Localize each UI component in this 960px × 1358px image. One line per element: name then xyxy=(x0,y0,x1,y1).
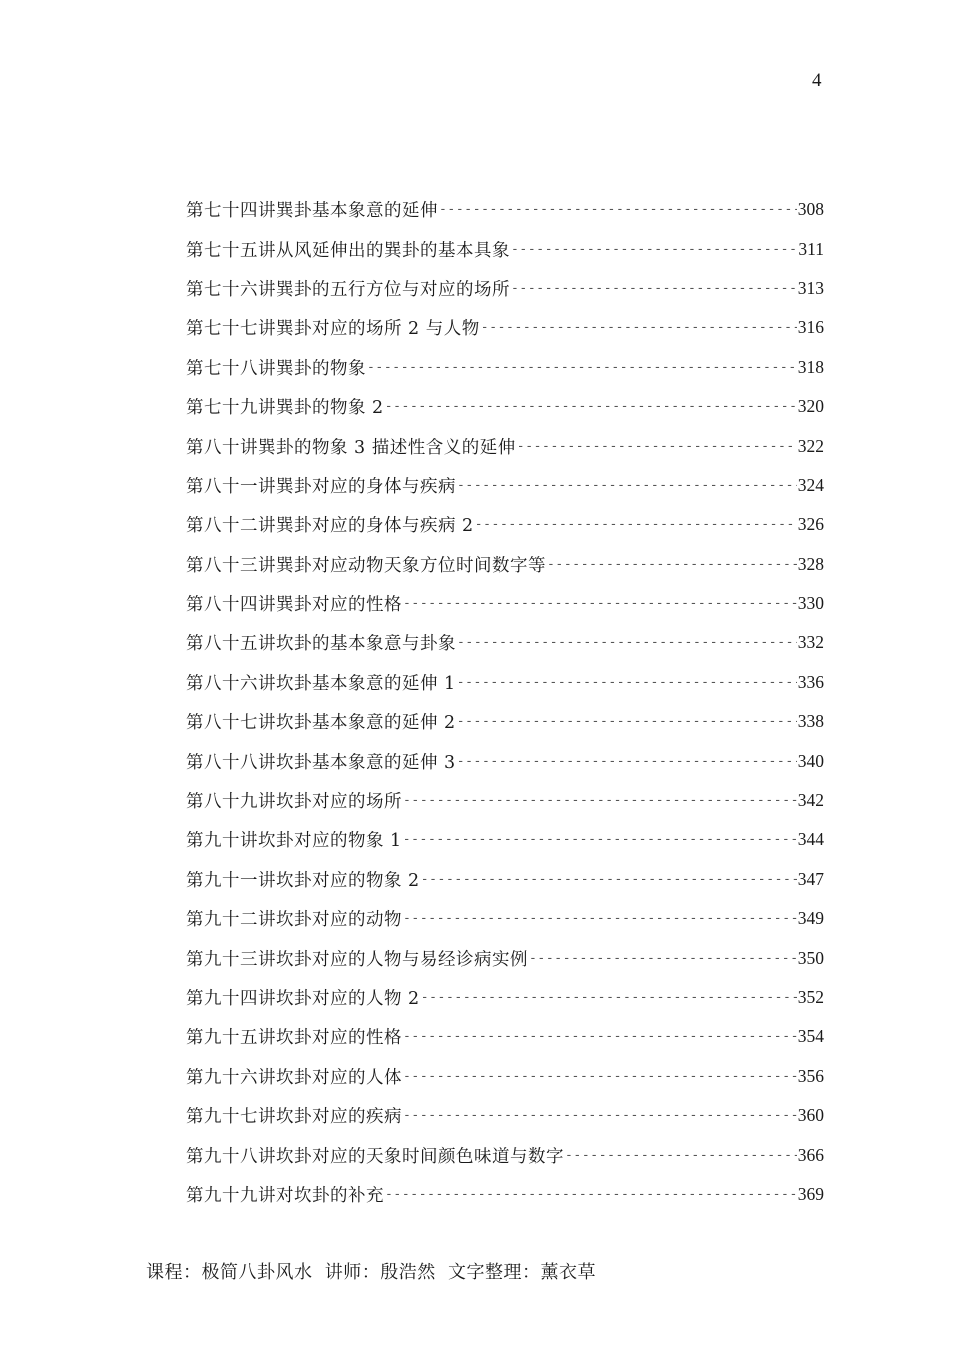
toc-leader-dashes xyxy=(403,1069,797,1084)
toc-leader-dashes xyxy=(403,596,797,611)
toc-entry-title: 第九十四讲坎卦对应的人物 2 xyxy=(186,989,420,1009)
toc-entry[interactable] xyxy=(186,269,824,308)
toc-entry-page: 369 xyxy=(797,1183,824,1204)
toc-entry[interactable] xyxy=(186,308,824,347)
toc-entry-page: 366 xyxy=(797,1144,824,1165)
toc-entry-title: 第八十九讲坎卦对应的场所 xyxy=(186,792,402,813)
toc-leader-dashes xyxy=(457,675,797,690)
toc-entry-title: 第九十八讲坎卦对应的天象时间颜色味道与数字 xyxy=(186,1146,564,1167)
toc-leader-dashes xyxy=(403,793,797,808)
toc-entry-page: 342 xyxy=(797,790,824,811)
toc-leader-dashes xyxy=(367,360,797,375)
toc-entry-page: 336 xyxy=(797,671,824,692)
toc-leader-dashes xyxy=(457,478,797,493)
toc-entry-page: 360 xyxy=(797,1105,824,1126)
toc-entry[interactable] xyxy=(186,387,824,426)
toc-entry-title: 第七十五讲从风延伸出的巽卦的基本具象 xyxy=(186,240,510,261)
toc-entry-page: 330 xyxy=(797,593,824,614)
toc-entry[interactable] xyxy=(186,702,824,741)
toc-entry[interactable] xyxy=(186,1017,824,1056)
toc-entry[interactable] xyxy=(186,978,824,1017)
table-of-contents xyxy=(186,190,824,1214)
toc-leader-dashes xyxy=(517,439,797,454)
toc-entry[interactable] xyxy=(186,860,824,899)
toc-entry-title: 第九十七讲坎卦对应的疾病 xyxy=(186,1107,402,1128)
toc-entry-title: 第八十讲巽卦的物象 3 描述性含义的延伸 xyxy=(186,437,516,458)
footer-editor: 文字整理：薰衣草 xyxy=(447,1262,596,1283)
toc-entry-page: 338 xyxy=(797,711,824,732)
toc-entry[interactable] xyxy=(186,741,824,780)
toc-entry-page: 350 xyxy=(797,947,824,968)
toc-entry[interactable] xyxy=(186,623,824,662)
toc-leader-dashes xyxy=(385,399,797,414)
toc-entry[interactable] xyxy=(186,505,824,544)
toc-entry-page: 347 xyxy=(797,868,824,889)
toc-entry[interactable] xyxy=(186,426,824,465)
toc-leader-dashes xyxy=(403,1108,797,1123)
toc-entry-page: 322 xyxy=(797,435,824,456)
toc-leader-dashes xyxy=(403,1029,797,1044)
toc-entry[interactable] xyxy=(186,781,824,820)
toc-entry-title: 第九十三讲坎卦对应的人物与易经诊病实例 xyxy=(186,949,528,970)
toc-entry[interactable] xyxy=(186,1057,824,1096)
toc-entry-title: 第八十六讲坎卦基本象意的延伸 1 xyxy=(186,673,456,694)
toc-entry[interactable] xyxy=(186,466,824,505)
toc-entry-page: 316 xyxy=(797,317,824,338)
toc-entry-title: 第七十九讲巽卦的物象 2 xyxy=(186,398,384,419)
toc-entry[interactable] xyxy=(186,584,824,623)
page-footer xyxy=(146,1258,602,1284)
toc-entry-title: 第八十八讲坎卦基本象意的延伸 3 xyxy=(186,752,456,773)
toc-leader-dashes xyxy=(529,951,797,966)
toc-leader-dashes xyxy=(403,832,797,847)
toc-leader-dashes xyxy=(565,1148,797,1163)
page-number: 4 xyxy=(812,70,822,91)
toc-entry-title: 第九十一讲坎卦对应的物象 2 xyxy=(186,870,420,891)
toc-entry[interactable] xyxy=(186,348,824,387)
toc-entry[interactable] xyxy=(186,229,824,268)
toc-entry-page: 324 xyxy=(797,474,824,495)
toc-entry-title: 第九十二讲坎卦对应的动物 xyxy=(186,910,402,931)
toc-entry[interactable] xyxy=(186,190,824,229)
toc-leader-dashes xyxy=(421,990,797,1005)
toc-entry-page: 352 xyxy=(797,987,824,1007)
toc-leader-dashes xyxy=(439,202,797,217)
toc-entry[interactable] xyxy=(186,1096,824,1135)
toc-entry-page: 318 xyxy=(797,356,824,377)
toc-entry[interactable] xyxy=(186,899,824,938)
toc-entry-title: 第八十七讲坎卦基本象意的延伸 2 xyxy=(186,713,456,734)
toc-leader-dashes xyxy=(403,911,797,926)
toc-entry-title: 第七十四讲巽卦基本象意的延伸 xyxy=(186,201,438,222)
toc-leader-dashes xyxy=(457,754,797,769)
toc-entry-title: 第八十五讲坎卦的基本象意与卦象 xyxy=(186,634,456,655)
toc-leader-dashes xyxy=(547,557,797,572)
toc-entry[interactable] xyxy=(186,663,824,702)
toc-leader-dashes xyxy=(511,242,797,257)
toc-leader-dashes xyxy=(457,635,797,650)
footer-lecturer: 讲师：殷浩然 xyxy=(324,1262,436,1283)
toc-entry[interactable] xyxy=(186,820,824,859)
toc-entry-page: 340 xyxy=(797,750,824,771)
toc-entry[interactable] xyxy=(186,1175,824,1214)
toc-entry-page: 349 xyxy=(797,908,824,929)
toc-entry-title: 第九十五讲坎卦对应的性格 xyxy=(186,1028,402,1049)
toc-leader-dashes xyxy=(385,1187,797,1202)
toc-entry-page: 328 xyxy=(797,553,824,574)
toc-entry-page: 326 xyxy=(797,514,824,535)
toc-entry-page: 356 xyxy=(797,1065,824,1086)
toc-leader-dashes xyxy=(421,872,797,887)
toc-entry-title: 第九十九讲对坎卦的补充 xyxy=(186,1185,384,1206)
toc-entry-page: 344 xyxy=(797,829,824,850)
footer-course: 课程：极简八卦风水 xyxy=(146,1262,313,1283)
toc-entry-title: 第八十四讲巽卦对应的性格 xyxy=(186,595,402,616)
toc-entry-page: 311 xyxy=(798,238,824,259)
toc-leader-dashes xyxy=(457,714,797,729)
toc-entry-title: 第七十七讲巽卦对应的场所 2 与人物 xyxy=(186,319,480,340)
toc-entry-page: 308 xyxy=(797,199,824,220)
toc-leader-dashes xyxy=(475,517,797,532)
toc-entry-page: 354 xyxy=(797,1026,824,1047)
toc-entry-page: 332 xyxy=(797,632,824,653)
toc-entry-title: 第九十六讲坎卦对应的人体 xyxy=(186,1067,402,1088)
toc-entry[interactable] xyxy=(186,938,824,977)
toc-leader-dashes xyxy=(481,320,797,335)
toc-entry-title: 第八十一讲巽卦对应的身体与疾病 xyxy=(186,476,456,497)
toc-entry-title: 第七十八讲巽卦的物象 xyxy=(186,358,366,379)
toc-entry-title: 第八十二讲巽卦对应的身体与疾病 2 xyxy=(186,516,474,537)
toc-entry[interactable] xyxy=(186,1135,824,1174)
toc-entry-title: 第七十六讲巽卦的五行方位与对应的场所 xyxy=(186,279,510,300)
toc-entry-page: 320 xyxy=(797,396,824,417)
toc-entry[interactable] xyxy=(186,545,824,584)
toc-leader-dashes xyxy=(511,281,797,296)
toc-entry-page: 313 xyxy=(797,277,824,298)
toc-entry-title: 第八十三讲巽卦对应动物天象方位时间数字等 xyxy=(186,555,546,576)
toc-entry-title: 第九十讲坎卦对应的物象 1 xyxy=(186,831,402,852)
